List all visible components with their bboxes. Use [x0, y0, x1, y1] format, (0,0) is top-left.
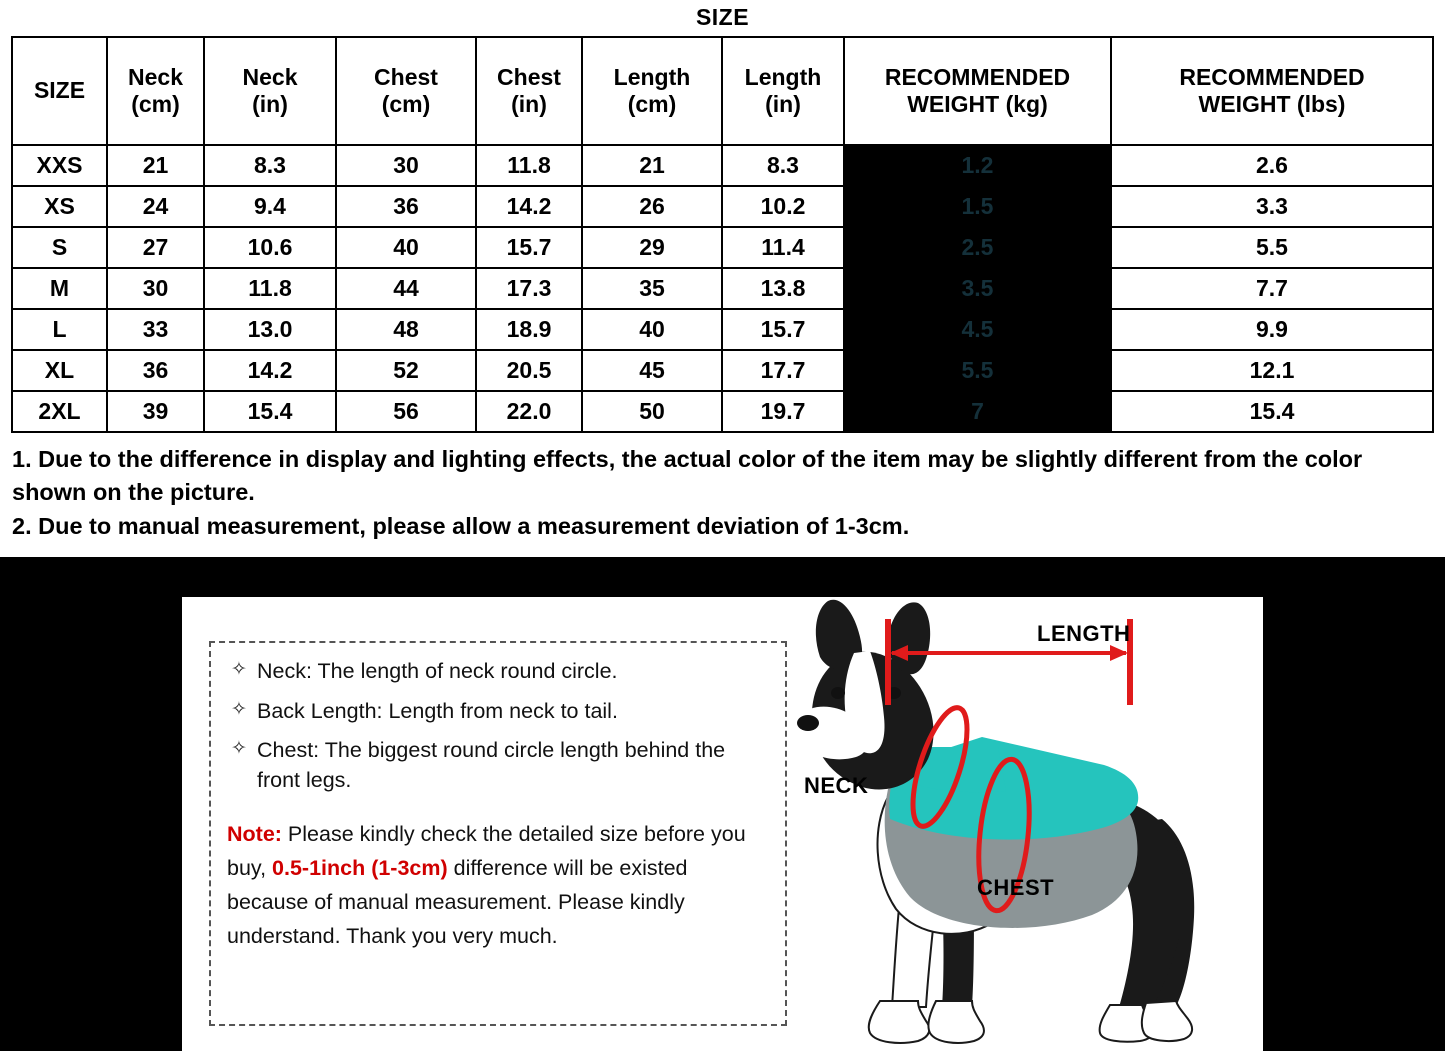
measurement-instructions-box: [209, 641, 787, 1026]
cell-chest-cm: 48: [336, 309, 476, 350]
bullet-text: Neck: The length of neck round circle.: [257, 659, 618, 683]
col-chest-cm-line1: Chest: [374, 63, 438, 90]
cell-size: XXS: [12, 145, 107, 186]
cell-neck-cm: 33: [107, 309, 204, 350]
cell-size: L: [12, 309, 107, 350]
table-row: [12, 268, 1433, 309]
cell-length-cm: 45: [582, 350, 722, 391]
note-line-2: 2. Due to manual measurement, please allow a measurement deviation of 1-3cm.: [12, 512, 910, 539]
cell-chest-in: 11.8: [476, 145, 582, 186]
cell-weight-lbs: 2.6: [1111, 145, 1433, 186]
table-row: [12, 309, 1433, 350]
col-length-in: [722, 37, 844, 145]
cell-length-in: 11.4: [722, 227, 844, 268]
cell-size: M: [12, 268, 107, 309]
col-length-cm-line1: Length: [613, 63, 691, 90]
cell-weight-kg: 7: [844, 391, 1111, 432]
cell-neck-in: 11.8: [204, 268, 336, 309]
col-length-in-line1: Length: [744, 63, 822, 90]
col-chest-in-line1: Chest: [497, 63, 561, 90]
cell-length-cm: 35: [582, 268, 722, 309]
note-label: Note:: [227, 821, 282, 846]
col-chest-in-line2: (in): [511, 91, 547, 117]
table-row: [12, 145, 1433, 186]
size-table: [11, 36, 1434, 433]
cell-neck-cm: 36: [107, 350, 204, 391]
cell-chest-in: 22.0: [476, 391, 582, 432]
cell-size: 2XL: [12, 391, 107, 432]
label-length: LENGTH: [1037, 621, 1131, 646]
col-chest-in: [476, 37, 582, 145]
note-text-part1: Please kindly check the detailed size before you buy,: [227, 821, 746, 880]
col-recommended-weight-lbs: [1111, 37, 1433, 145]
cell-neck-in: 15.4: [204, 391, 336, 432]
col-length-in-line2: (in): [765, 91, 801, 117]
cell-chest-cm: 40: [336, 227, 476, 268]
cell-neck-in: 14.2: [204, 350, 336, 391]
cell-length-in: 17.7: [722, 350, 844, 391]
cell-neck-cm: 21: [107, 145, 204, 186]
note-line-1: 1. Due to the difference in display and lighting effects, the actual color of the item may be slightly different from the color shown on the picture.: [12, 446, 1363, 506]
cell-chest-in: 18.9: [476, 309, 582, 350]
cell-length-cm: 50: [582, 391, 722, 432]
cell-length-in: 13.8: [722, 268, 844, 309]
cell-neck-in: 9.4: [204, 186, 336, 227]
cell-weight-kg: 2.5: [844, 227, 1111, 268]
bullet-text: Chest: The biggest round circle length behind the front legs.: [257, 738, 726, 792]
col-rec-lbs-line1: RECOMMENDED: [1179, 63, 1365, 90]
list-item: [227, 697, 769, 727]
diamond-bullet-icon: ✧: [231, 659, 247, 680]
cell-length-cm: 29: [582, 227, 722, 268]
label-neck: NECK: [804, 773, 869, 798]
cell-length-cm: 21: [582, 145, 722, 186]
cell-weight-kg: 1.5: [844, 186, 1111, 227]
list-item: [227, 657, 769, 687]
table-row: [12, 186, 1433, 227]
cell-weight-kg: 5.5: [844, 350, 1111, 391]
note-emphasis: 0.5-1inch (1-3cm): [272, 855, 448, 880]
page-title: SIZE: [695, 4, 750, 30]
dog-illustration-svg: [792, 597, 1263, 1051]
col-recommended-weight-kg: [844, 37, 1111, 145]
table-body: [12, 145, 1433, 432]
cell-chest-cm: 56: [336, 391, 476, 432]
cell-neck-in: 13.0: [204, 309, 336, 350]
cell-chest-in: 17.3: [476, 268, 582, 309]
col-length-cm-line2: (cm): [627, 91, 677, 117]
cell-chest-cm: 30: [336, 145, 476, 186]
cell-chest-cm: 44: [336, 268, 476, 309]
cell-chest-in: 20.5: [476, 350, 582, 391]
diamond-bullet-icon: ✧: [231, 698, 247, 720]
dog-diagram: [792, 597, 1263, 1051]
table-row: [12, 350, 1433, 391]
col-rec-kg-line2: WEIGHT (kg): [907, 91, 1048, 117]
cell-weight-lbs: 3.3: [1111, 186, 1433, 227]
cell-weight-lbs: 9.9: [1111, 309, 1433, 350]
cell-weight-lbs: 12.1: [1111, 350, 1433, 391]
cell-size: XL: [12, 350, 107, 391]
note-paragraph: [227, 818, 769, 954]
cell-neck-in: 10.6: [204, 227, 336, 268]
col-size: SIZE: [12, 37, 107, 145]
cell-neck-cm: 27: [107, 227, 204, 268]
table-header-row: [12, 37, 1433, 145]
cell-chest-in: 14.2: [476, 186, 582, 227]
cell-length-in: 10.2: [722, 186, 844, 227]
col-neck-in: [204, 37, 336, 145]
table-row: [12, 227, 1433, 268]
cell-length-cm: 26: [582, 186, 722, 227]
col-length-cm: [582, 37, 722, 145]
cell-neck-cm: 30: [107, 268, 204, 309]
cell-neck-cm: 39: [107, 391, 204, 432]
cell-length-in: 19.7: [722, 391, 844, 432]
cell-neck-cm: 24: [107, 186, 204, 227]
cell-weight-kg: 1.2: [844, 145, 1111, 186]
cell-weight-lbs: 5.5: [1111, 227, 1433, 268]
table-row: [12, 391, 1433, 432]
list-item: [227, 736, 769, 795]
measurement-guide-block: [182, 597, 1263, 1051]
cell-length-in: 8.3: [722, 145, 844, 186]
cell-weight-lbs: 15.4: [1111, 391, 1433, 432]
diamond-bullet-icon: ✧: [231, 738, 247, 760]
col-rec-lbs-line2: WEIGHT (lbs): [1198, 91, 1346, 117]
cell-length-cm: 40: [582, 309, 722, 350]
col-neck-cm-line1: Neck: [128, 63, 183, 90]
cell-weight-lbs: 7.7: [1111, 268, 1433, 309]
col-neck-in-line2: (in): [252, 91, 288, 117]
cell-chest-cm: 36: [336, 186, 476, 227]
cell-chest-in: 15.7: [476, 227, 582, 268]
col-chest-cm-line2: (cm): [381, 91, 431, 117]
cell-weight-kg: 3.5: [844, 268, 1111, 309]
cell-length-in: 15.7: [722, 309, 844, 350]
col-neck-in-line1: Neck: [242, 63, 298, 90]
disclaimer-notes: [0, 433, 1445, 557]
note-text-part2: difference will be existed because of manual measurement. Please kindly understand. Thank you very much.: [227, 855, 688, 948]
label-chest: CHEST: [977, 875, 1055, 900]
cell-size: S: [12, 227, 107, 268]
cell-size: XS: [12, 186, 107, 227]
cell-weight-kg: 4.5: [844, 309, 1111, 350]
cell-chest-cm: 52: [336, 350, 476, 391]
cell-neck-in: 8.3: [204, 145, 336, 186]
bullet-text: Back Length: Length from neck to tail.: [257, 698, 618, 723]
col-rec-kg-line1: RECOMMENDED: [884, 63, 1071, 90]
col-chest-cm: [336, 37, 476, 145]
col-neck-cm-line2: (cm): [131, 91, 180, 117]
table-header: [12, 37, 1433, 145]
col-neck-cm: [107, 37, 204, 145]
